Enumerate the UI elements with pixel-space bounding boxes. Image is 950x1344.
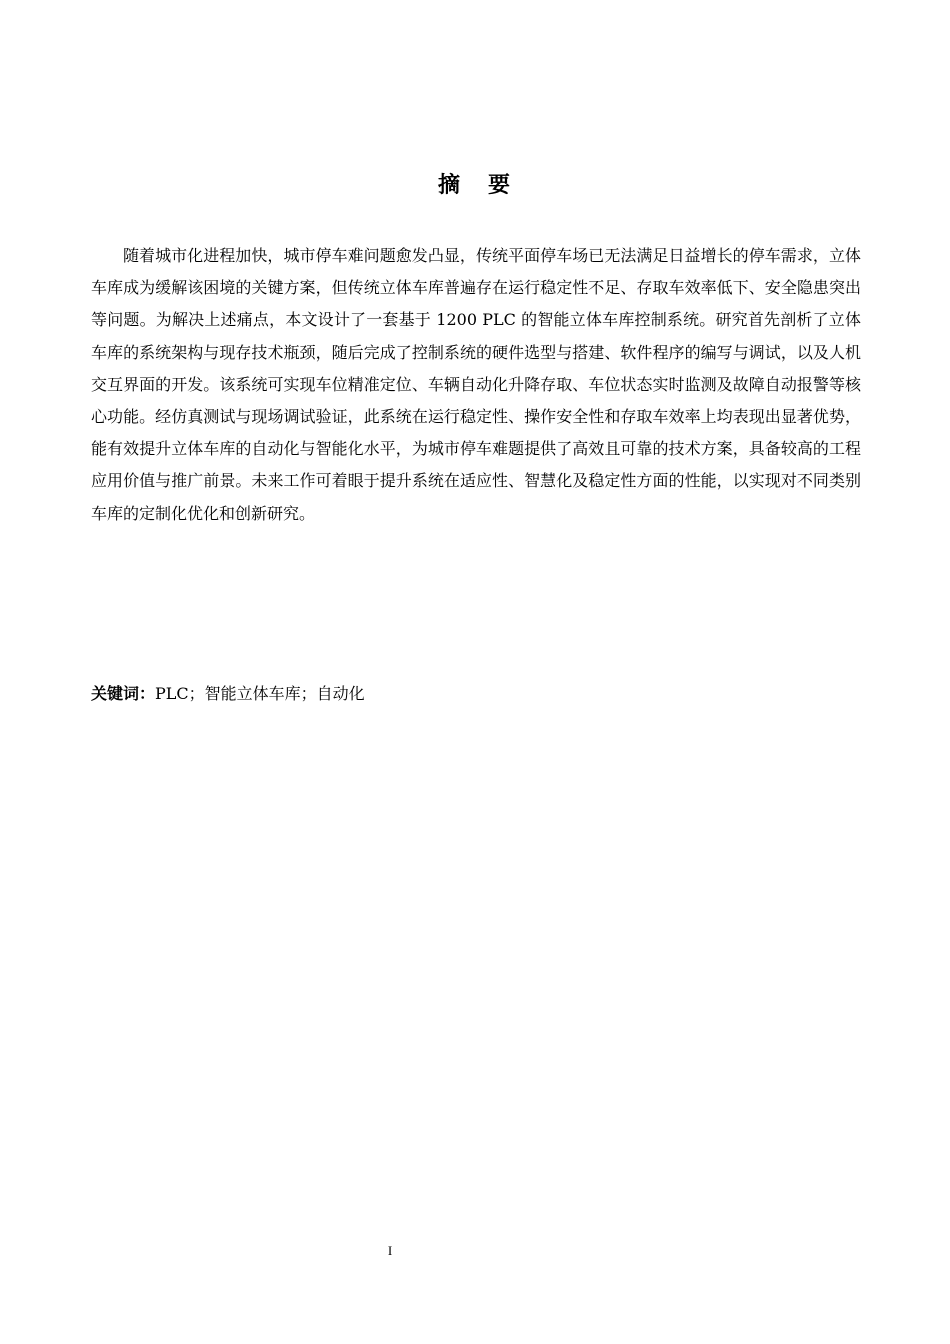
- title-char-2: 要: [488, 173, 513, 198]
- title-char-1: 摘: [437, 173, 462, 198]
- keywords-label: 关键词：: [91, 684, 156, 703]
- keywords-value: PLC；智能立体车库；自动化: [155, 684, 365, 703]
- page-title: [0, 171, 950, 201]
- page-number: I: [387, 1243, 393, 1258]
- abstract-paragraph: 随着城市化进程加快，城市停车难问题愈发凸显，传统平面停车场已无法满足日益增长的停车需求，立体车库成为缓解该困境的关键方案，但传统立体车库普遍存在运行稳定性不足、存取车效率低下、安全隐患突出等问题。为解决上述痛点，本文设计了一套基于 1200 PLC 的智能立体车库控制系统。研究首先剖析了立体车库的系统架构与现存技术瓶颈，随后完成了控制系统的硬件选型与搭建、软件程序的编写与调试，以及人机交互界面的开发。该系统可实现车位精准定位、车辆自动化升降存取、车位状态实时监测及故障自动报警等核心功能。经仿真测试与现场调试验证，此系统在运行稳定性、操作安全性和存取车效率上均表现出显著优势，能有效提升立体车库的自动化与智能化水平，为城市停车难题提供了高效且可靠的技术方案，具备较高的工程应用价值与推广前景。未来工作可着眼于提升系统在适应性、智慧化及稳定性方面的性能，以实现对不同类别车库的定制化优化和创新研究。: [91, 246, 861, 523]
- keywords-line: [91, 678, 861, 710]
